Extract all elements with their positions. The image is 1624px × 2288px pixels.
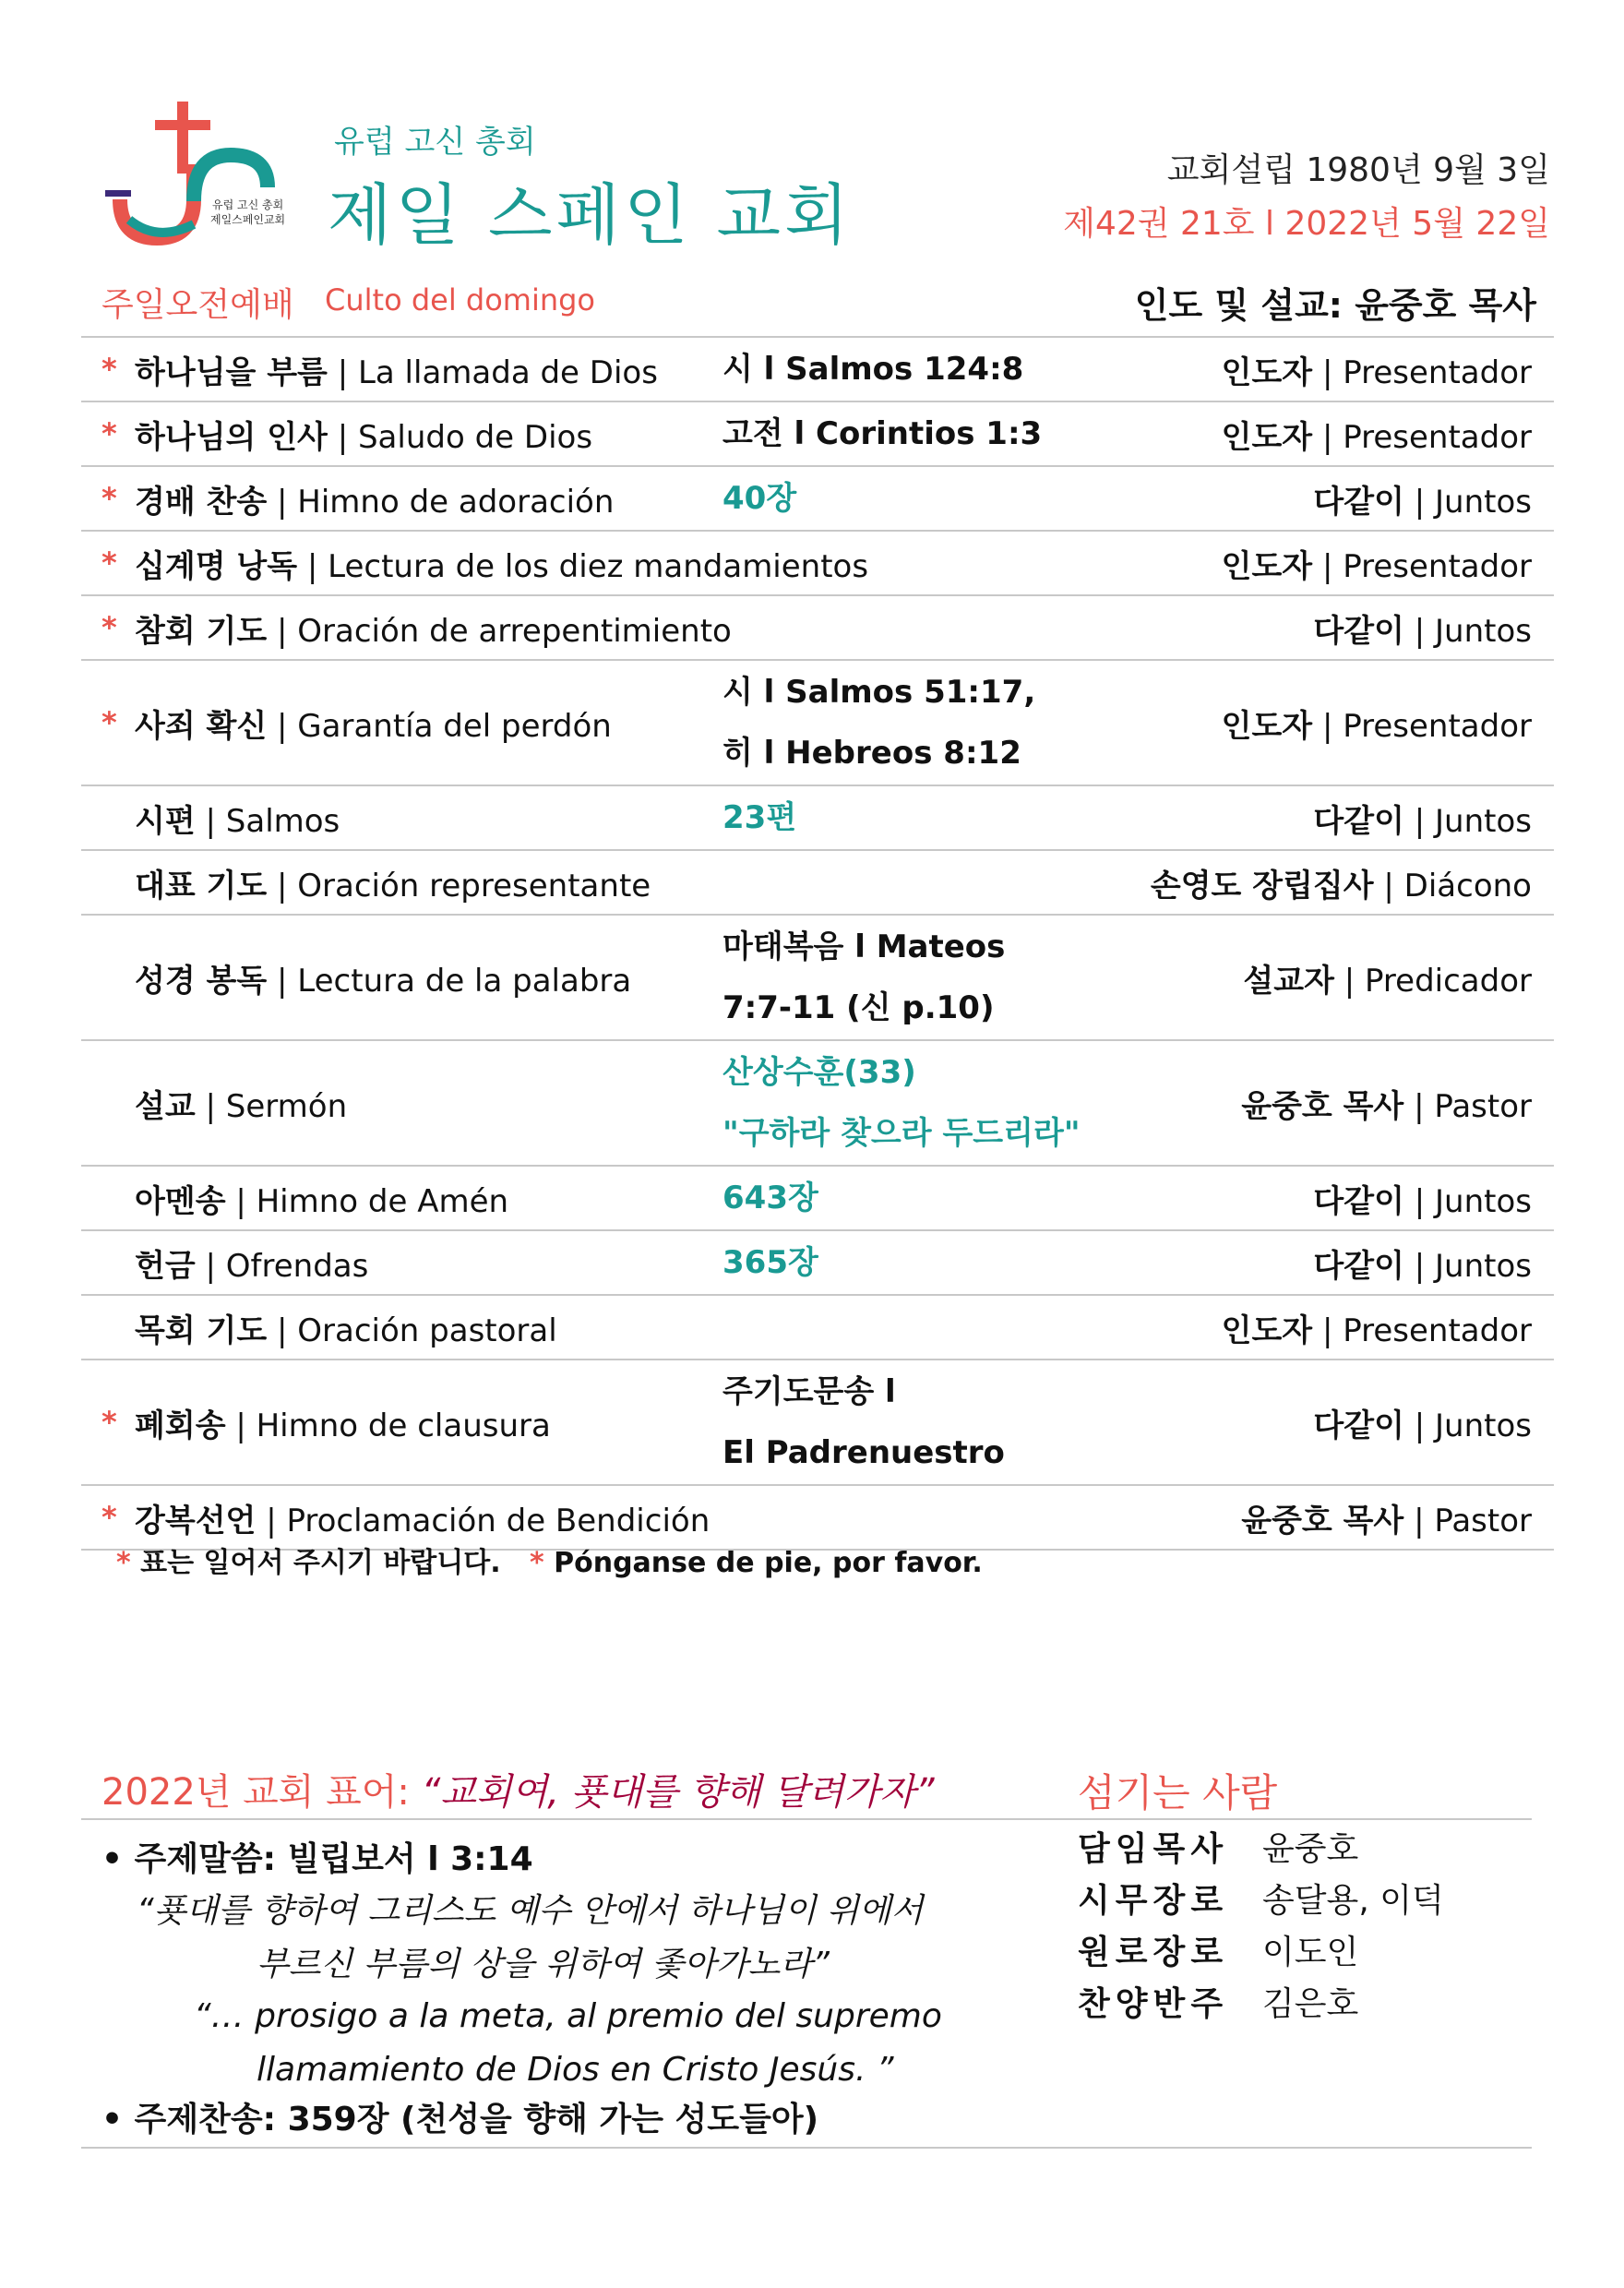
- worship-item-name: [135, 701, 612, 746]
- item-name-es: | Himno de clausura: [225, 1407, 551, 1444]
- founded-date: 교회설립 1980년 9월 3일: [1166, 151, 1550, 189]
- server-role: 담임목사: [1078, 1830, 1229, 1868]
- standing-star-icon: *: [102, 416, 117, 451]
- worship-item-leader: [1241, 1081, 1532, 1126]
- standing-star-icon: *: [102, 545, 117, 581]
- leader-ko: 손영도 장립집사: [1150, 867, 1374, 904]
- server-role: 시무장로: [1078, 1882, 1229, 1920]
- worship-item-leader: [1313, 1176, 1532, 1221]
- worship-row: [81, 1359, 1554, 1484]
- church-name: 제일 스페인 교회: [328, 176, 853, 254]
- leader-ko: 설교자: [1243, 962, 1334, 1000]
- item-name-ko: 강복선언: [135, 1502, 257, 1539]
- worship-item-leader: [1243, 955, 1532, 1000]
- worship-item-reference: 산상수훈(33) "구하라 찾으라 두드리라": [722, 1054, 1081, 1152]
- leader-ko: 인도자: [1221, 353, 1313, 391]
- leader-ko: 인도자: [1221, 1312, 1313, 1349]
- note-ko: 표는 일어서 주시기 바랍니다.: [130, 1547, 501, 1579]
- leader-ko: 다같이: [1313, 483, 1404, 521]
- worship-item-leader: [1241, 1495, 1532, 1540]
- leader-ko: 다같이: [1313, 1182, 1404, 1220]
- logo-graphic: [102, 100, 300, 247]
- worship-item-reference: 시 l Salmos 124:8: [722, 351, 1024, 388]
- theme-verse-es: [194, 1990, 942, 2097]
- worship-item-name: [135, 1176, 508, 1221]
- leader-es: | Juntos: [1403, 1247, 1532, 1285]
- church-logo: [102, 100, 300, 247]
- item-name-ko: 사죄 확신: [135, 707, 268, 745]
- worship-item-name: [135, 1400, 551, 1445]
- leader-es: | Pastor: [1403, 1087, 1532, 1125]
- motto-prefix: 2022년 교회 표어:: [102, 1771, 422, 1814]
- logo-text-1: 유럽 고신 총회: [212, 198, 284, 211]
- worship-item-reference: 365장: [722, 1244, 818, 1281]
- item-name-es: | Oración de arrepentimiento: [267, 612, 732, 650]
- item-name-es: | Oración representante: [267, 867, 651, 904]
- item-name-es: | Lectura de los diez mandamientos: [297, 547, 869, 585]
- worship-item-leader: [1151, 860, 1532, 905]
- item-name-ko: 참회 기도: [135, 612, 268, 650]
- worship-item-name: [135, 860, 651, 905]
- worship-row: [81, 594, 1554, 659]
- server-row: [1078, 1824, 1444, 1875]
- item-name-ko: 하나님의 인사: [135, 418, 328, 456]
- item-name-ko: 설교: [135, 1087, 196, 1125]
- leader-es: | Juntos: [1403, 1182, 1532, 1220]
- item-name-ko: 성경 봉독: [135, 962, 268, 1000]
- leader-ko: 윤중호 목사: [1241, 1087, 1404, 1125]
- item-name-es: | Ofrendas: [195, 1247, 369, 1285]
- verse-es-line-1: “… prosigo a la meta, al premio del supremo: [194, 1997, 942, 2035]
- leader-ko: 인도자: [1221, 707, 1313, 745]
- leader-es: | Juntos: [1403, 483, 1532, 521]
- leader-es: | Juntos: [1403, 612, 1532, 650]
- item-name-es: | La llamada de Dios: [327, 353, 658, 391]
- item-name-es: | Oración pastoral: [267, 1312, 557, 1349]
- motto-heading: [102, 1763, 935, 1815]
- worship-item-name: [135, 541, 868, 586]
- worship-item-reference: 고전 l Corintios 1:3: [722, 415, 1043, 452]
- leader-es: | Presentador: [1312, 1312, 1532, 1349]
- worship-row: [81, 914, 1554, 1039]
- servers-list: [1078, 1824, 1444, 2030]
- worship-row: [81, 1229, 1554, 1294]
- worship-row: [81, 401, 1554, 465]
- issue-info: 제42권 21호 l 2022년 5월 22일: [1063, 205, 1550, 243]
- worship-item-name: [135, 1240, 368, 1286]
- leader-es: | Presentador: [1312, 418, 1532, 456]
- worship-item-reference: 40장: [722, 480, 797, 517]
- leader-ko: 윤중호 목사: [1241, 1502, 1404, 1539]
- item-name-ko: 대표 기도: [135, 867, 268, 904]
- verse-ko-line-2: 부르신 부름의 상을 위하여 좇아가노라”: [257, 1946, 830, 1983]
- item-name-ko: 목회 기도: [135, 1312, 268, 1349]
- verse-ko-line-1: “푯대를 향하여 그리스도 예수 안에서 하나님이 위에서: [137, 1892, 924, 1930]
- worship-row: [81, 785, 1554, 849]
- worship-row: [81, 530, 1554, 594]
- worship-row: [81, 336, 1554, 401]
- item-name-ko: 헌금: [135, 1247, 196, 1285]
- worship-item-reference: 643장: [722, 1180, 818, 1216]
- leader-es: | Presentador: [1312, 707, 1532, 745]
- theme-hymn: • 주제찬송: 359장 (천성을 향해 가는 성도들아): [102, 2101, 819, 2138]
- worship-item-leader: [1313, 1240, 1532, 1286]
- worship-item-reference: 마태복음 l Mateos 7:7-11 (신 p.10): [722, 928, 1006, 1026]
- item-name-es: | Proclamación de Bendición: [256, 1502, 710, 1539]
- leader-es: | Juntos: [1403, 1407, 1532, 1444]
- leader-ko: 인도자: [1221, 547, 1313, 585]
- item-name-ko: 시편: [135, 802, 196, 840]
- note-star-2: *: [529, 1547, 544, 1579]
- worship-row: [81, 849, 1554, 914]
- worship-item-leader: [1313, 796, 1532, 841]
- worship-row: [81, 1294, 1554, 1359]
- leader-ko: 다같이: [1313, 802, 1404, 840]
- service-leader: 인도 및 설교: 윤중호 목사: [1134, 285, 1536, 326]
- leader-es: | Presentador: [1312, 353, 1532, 391]
- worship-item-name: [135, 1081, 347, 1126]
- worship-row: [81, 1039, 1554, 1165]
- item-name-es: | Garantía del perdón: [267, 707, 612, 745]
- item-name-ko: 경배 찬송: [135, 483, 268, 521]
- worship-row: [81, 465, 1554, 530]
- leader-es: | Pastor: [1403, 1502, 1532, 1539]
- worship-item-name: [135, 605, 732, 651]
- worship-item-name: [135, 412, 592, 457]
- order-of-worship: [81, 336, 1554, 1551]
- worship-item-name: [135, 347, 658, 392]
- worship-item-reference: 주기도문송 l El Padrenuestro: [722, 1373, 1005, 1471]
- server-role: 찬양반주: [1078, 1985, 1229, 2023]
- worship-item-leader: [1222, 412, 1532, 457]
- worship-item-name: [135, 1305, 557, 1350]
- server-name: 이도인: [1262, 1934, 1359, 1971]
- worship-item-leader: [1313, 476, 1532, 521]
- worship-item-leader: [1222, 1305, 1532, 1350]
- item-name-es: | Saludo de Dios: [327, 418, 593, 456]
- logo-text-2: 제일스페인교회: [210, 213, 286, 226]
- worship-item-reference: 시 l Salmos 51:17, 히 l Hebreos 8:12: [722, 674, 1036, 772]
- item-name-es: | Himno de adoración: [267, 483, 615, 521]
- item-name-es: | Lectura de la palabra: [267, 962, 632, 1000]
- leader-es: | Predicador: [1333, 962, 1532, 1000]
- leader-ko: 인도자: [1221, 418, 1313, 456]
- server-row: [1078, 1979, 1444, 2030]
- server-row: [1078, 1927, 1444, 1979]
- worship-item-leader: [1313, 1400, 1532, 1445]
- worship-row: [81, 1165, 1554, 1229]
- item-name-es: | Sermón: [195, 1087, 348, 1125]
- standing-star-icon: *: [102, 352, 117, 387]
- verse-es-line-2: llamamiento de Dios en Cristo Jesús. ”: [257, 2051, 894, 2089]
- servers-heading: 섬기는 사람: [1078, 1770, 1278, 1815]
- item-name-ko: 하나님을 부름: [135, 353, 328, 391]
- item-name-ko: 아멘송: [135, 1182, 226, 1220]
- leader-ko: 다같이: [1313, 612, 1404, 650]
- standing-note: [116, 1539, 983, 1580]
- worship-item-name: [135, 955, 631, 1000]
- note-star: *: [116, 1547, 131, 1579]
- item-name-ko: 폐회송: [135, 1407, 226, 1444]
- motto-quote: “교회여, 푯대를 향해 달려가자”: [421, 1771, 935, 1814]
- leader-ko: 다같이: [1313, 1247, 1404, 1285]
- standing-star-icon: *: [102, 610, 117, 645]
- theme-verse-ref: • 주제말씀: 빌립보서 l 3:14: [102, 1840, 533, 1878]
- server-name: 김은호: [1262, 1985, 1359, 2023]
- worship-item-leader: [1222, 701, 1532, 746]
- item-name-es: | Himno de Amén: [225, 1182, 509, 1220]
- worship-item-leader: [1222, 541, 1532, 586]
- standing-star-icon: *: [102, 481, 117, 516]
- standing-star-icon: *: [102, 705, 117, 740]
- worship-row: [81, 659, 1554, 785]
- worship-item-name: [135, 1495, 710, 1540]
- standing-star-icon: *: [102, 1500, 117, 1535]
- worship-item-reference: 23편: [722, 799, 797, 836]
- leader-es: | Diácono: [1373, 867, 1532, 904]
- worship-item-leader: [1222, 347, 1532, 392]
- org-name: 유럽 고신 총회: [334, 124, 536, 161]
- theme-verse-ko: [137, 1885, 923, 1992]
- leader-es: | Juntos: [1403, 802, 1532, 840]
- note-es: Pónganse de pie, por favor.: [543, 1547, 983, 1579]
- worship-item-leader: [1313, 605, 1532, 651]
- leader-es: | Presentador: [1312, 547, 1532, 585]
- item-name-es: | Salmos: [195, 802, 340, 840]
- server-name: 송달용, 이덕: [1262, 1882, 1444, 1920]
- server-row: [1078, 1875, 1444, 1927]
- leader-ko: 다같이: [1313, 1407, 1404, 1444]
- standing-star-icon: *: [102, 1405, 117, 1440]
- divider: [81, 1818, 1532, 1820]
- item-name-ko: 십계명 낭독: [135, 547, 298, 585]
- worship-item-name: [135, 796, 340, 841]
- worship-item-name: [135, 476, 614, 521]
- server-name: 윤중호: [1262, 1830, 1359, 1868]
- server-role: 원로장로: [1078, 1934, 1229, 1971]
- service-title-es: Culto del domingo: [325, 282, 595, 317]
- service-title-ko: 주일오전예배: [102, 286, 294, 324]
- divider-bottom: [81, 2147, 1532, 2149]
